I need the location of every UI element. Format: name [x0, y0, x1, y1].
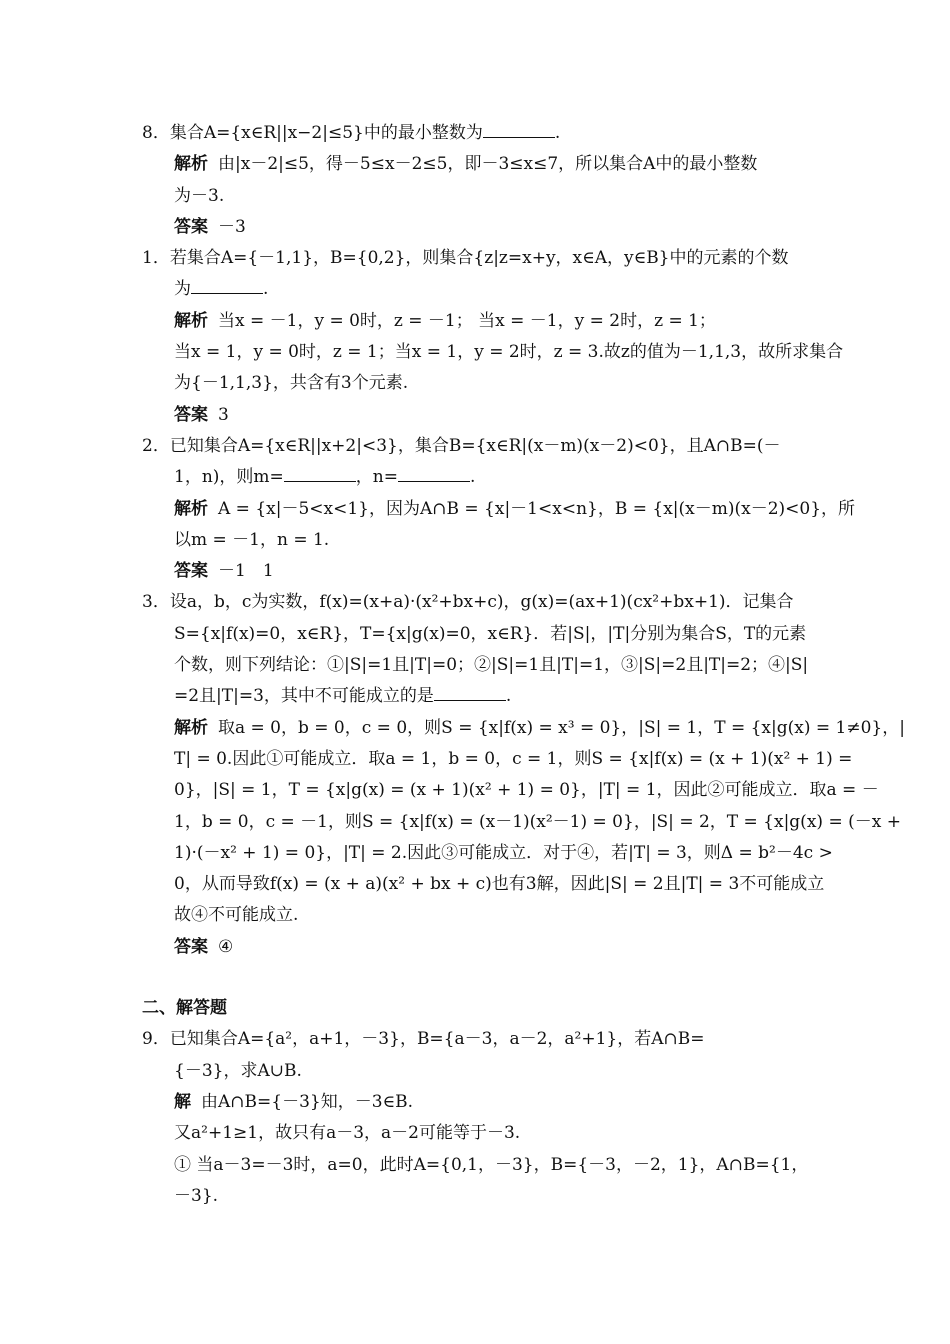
q2-analysis-cont: 以m = －1，n = 1.: [174, 529, 330, 550]
q3-stem: 3．设a，b，c为实数，f(x)=(x+a)·(x²+bx+c)，g(x)=(ax+1)(cx²+bx+1)．记集合: [142, 592, 794, 613]
q3-analysis-cont: 1)·(－x² + 1) = 0}，|T| = 2.因此③可能成立．对于④，若|T| = 3，则Δ = b²－4c >: [174, 842, 833, 863]
q1-stem: 1．若集合A={－1,1}，B={0,2}，则集合{z|z=x+y，x∈A，y∈B}中的元素的个数: [142, 248, 789, 269]
analysis-label: 解析: [174, 717, 208, 738]
analysis-label: 解析: [174, 154, 208, 175]
document-page: [142, 118, 905, 1212]
answer-label: 答案: [174, 404, 208, 425]
q3-analysis-cont: 0}，|S| = 1，T = {x|g(x) = (x + 1)(x² + 1) = 0}，|T| = 1，因此②可能成立．取a = －: [174, 780, 879, 801]
q9-solution-cont: ① 当a－3=－3时，a=0，此时A={0,1，－3}，B={－3，－2，1}，A∩B={1，: [174, 1154, 809, 1175]
q8-analysis-cont: 为－3.: [174, 185, 225, 206]
q1-number: 1．: [142, 248, 170, 269]
q9-stem-cont: {－3}，求A∪B.: [174, 1060, 302, 1081]
q9-stem: 9．已知集合A={a²，a+1，－3}，B={a－3，a－2，a²+1}，若A∩B=: [142, 1029, 705, 1050]
answer-blank: [434, 684, 506, 701]
q8-number: 8．: [142, 123, 170, 143]
q3-analysis-cont: 0，从而导致f(x) = (x + a)(x² + bx + c)也有3解，因此|S| = 2且|T| = 3不可能成立: [174, 874, 825, 895]
q8-stem: 8．集合A={x∈R||x−2|≤5}中的最小整数为 .: [142, 123, 561, 143]
answer-label: 答案: [174, 936, 208, 957]
q9-number: 9．: [142, 1029, 170, 1050]
q1-answer: 答案 3: [174, 404, 229, 425]
answer-blank: [191, 277, 263, 294]
q3-stem-cont: =2且|T|=3，其中不可能成立的是 .: [174, 686, 512, 707]
q1-stem-cont: 为 .: [174, 279, 269, 300]
answer-label: 答案: [174, 216, 208, 237]
q8-set: A={x∈R||x−2|≤5}: [203, 123, 364, 143]
q8-analysis: 解析 由|x－2|≤5，得－5≤x－2≤5，即－3≤x≤7，所以集合A中的最小整数: [174, 154, 758, 175]
solution-label: 解: [174, 1091, 191, 1112]
section-gap: [142, 963, 814, 993]
analysis-label: 解析: [174, 310, 208, 331]
q2-analysis: 解析 A = {x|－5<x<1}，因为A∩B = {x|－1<x<n}，B = {x|(x－m)(x－2)<0}，所: [174, 498, 856, 519]
q3-analysis-cont: 1，b = 0，c = －1，则S = {x|f(x) = (x－1)(x²－1) = 0}，|S| = 2，T = {x|g(x) = (－x +: [174, 811, 901, 832]
q3-stem-cont: 个数，则下列结论：①|S|=1且|T|=0；②|S|=1且|T|=1，③|S|=2且|T|=2；④|S|: [174, 655, 809, 676]
q1-analysis: 解析 当x = －1，y = 0时，z = －1； 当x = －1，y = 2时，z = 1；: [174, 310, 716, 331]
answer-blank: [398, 465, 470, 482]
q2-answer: 答案 －1 1: [174, 561, 274, 582]
q8-answer: 答案 －3: [174, 216, 246, 237]
answer-blank: [483, 121, 555, 138]
q9-solution-cont: －3}.: [174, 1185, 219, 1206]
q9-solution-cont: 又a²+1≥1，故只有a－3，a－2可能等于－3.: [174, 1123, 521, 1144]
q3-stem-cont: S={x|f(x)=0，x∈R}，T={x|g(x)=0，x∈R}．若|S|，|T|分别为集合S，T的元素: [174, 623, 807, 644]
answer-blank: [284, 465, 356, 482]
q2-number: 2．: [142, 435, 170, 456]
q1-analysis-cont: 为{－1,1,3}，共含有3个元素.: [174, 373, 409, 394]
q3-number: 3．: [142, 592, 170, 613]
answer-label: 答案: [174, 561, 208, 582]
analysis-label: 解析: [174, 498, 208, 519]
q3-analysis-cont: 故④不可能成立.: [174, 905, 299, 926]
q1-analysis-cont: 当x = 1，y = 0时，z = 1；当x = 1，y = 2时，z = 3.故z的值为－1,1,3，故所求集合: [174, 342, 844, 363]
q2-stem-cont: 1，n)，则m= ，n= .: [174, 467, 476, 488]
q9-solution: 解 由A∩B={－3}知，－3∈B.: [174, 1091, 414, 1112]
section-title: 二、解答题: [142, 998, 227, 1019]
q3-analysis: 解析 取a = 0，b = 0，c = 0，则S = {x|f(x) = x³ = 0}，|S| = 1，T = {x|g(x) = 1≠0}，|: [174, 717, 905, 738]
q3-answer: 答案 ④: [174, 936, 234, 957]
q2-stem: 2．已知集合A={x∈R||x+2|<3}，集合B={x∈R|(x－m)(x－2)<0}，且A∩B=(－: [142, 435, 781, 456]
q3-analysis-cont: T| = 0.因此①可能成立．取a = 1，b = 0，c = 1，则S = {x|f(x) = (x + 1)(x² + 1) =: [174, 748, 853, 769]
